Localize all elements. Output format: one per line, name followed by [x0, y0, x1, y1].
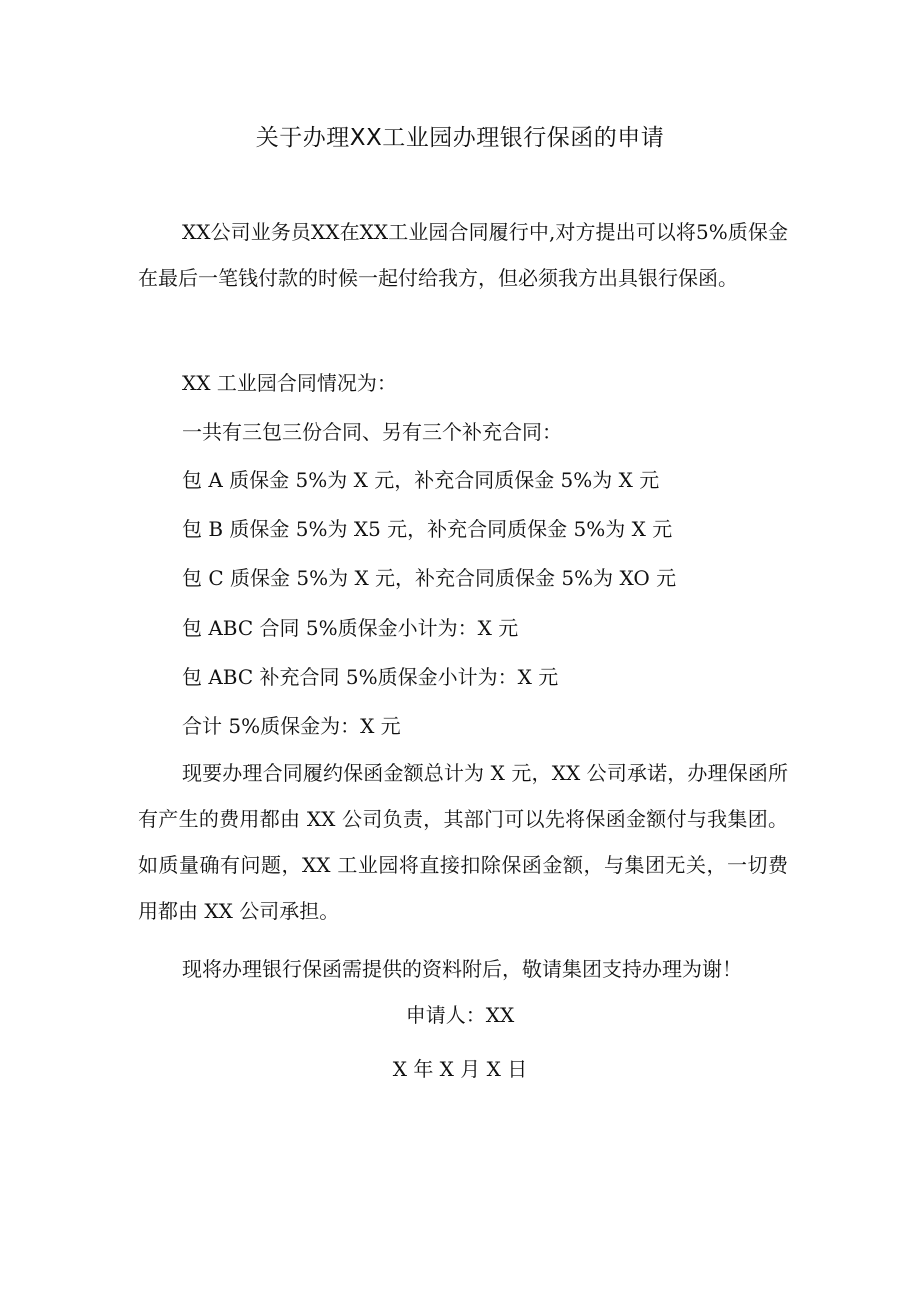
document-title: 关于办理XX工业园办理银行保函的申请	[255, 125, 665, 151]
contract-heading: XX 工业园合同情况为：	[182, 371, 397, 395]
closing-request: 现将办理银行保函需提供的资料附后，敬请集团支持办理为谢！	[182, 957, 742, 981]
contract-line: 一共有三包三份合同、另有三个补充合同：	[182, 420, 562, 444]
intro-paragraph: XX公司业务员XX在XX工业园合同履行中,对方提出可以将5%质保金在最后一笔钱付款的时候一起付给我方，但必须我方出具银行保函。	[138, 220, 788, 290]
contract-line: 包 ABC 补充合同 5%质保金小计为：X 元	[182, 665, 559, 689]
contract-line: 包 B 质保金 5%为 X5 元，补充合同质保金 5%为 X 元	[182, 517, 673, 541]
commitment-paragraph: 现要办理合同履约保函金额总计为 X 元，XX 公司承诺，办理保函所有产生的费用都由 XX 公司负责，其部门可以先将保函金额付与我集团。如质量确有问题，XX 工业园将直接扣除保函金额，与集团无关，一切费用都由 XX 公司承担。	[138, 761, 788, 923]
applicant-signature: 申请人：XX	[405, 1003, 515, 1027]
contract-line: 包 A 质保金 5%为 X 元，补充合同质保金 5%为 X 元	[182, 468, 660, 492]
contract-line: 包 C 质保金 5%为 X 元，补充合同质保金 5%为 XO 元	[182, 566, 677, 590]
contract-line: 合计 5%质保金为：X 元	[182, 714, 401, 738]
contract-line: 包 ABC 合同 5%质保金小计为：X 元	[182, 616, 519, 640]
application-date: X 年 X 月 X 日	[392, 1057, 528, 1081]
